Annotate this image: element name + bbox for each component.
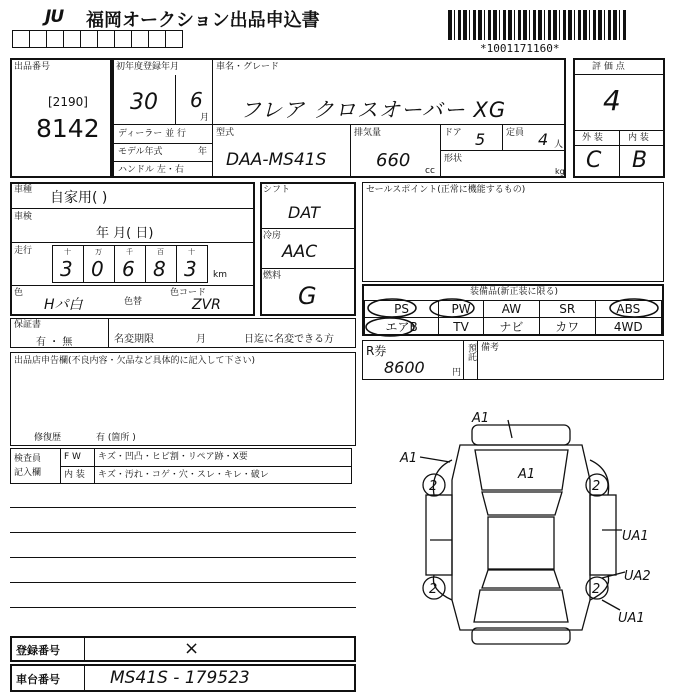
- registration-label: 名変期限: [114, 334, 154, 345]
- mark-wheel-rr: 2: [592, 582, 601, 597]
- capacity-value: 4: [538, 130, 549, 149]
- color-label: 色: [14, 288, 24, 298]
- mileage-digits: 十 万 千 百 十 3 0 6 8 3: [52, 245, 212, 283]
- registration-unit: 月: [196, 334, 206, 345]
- inspector-label-2: 記入欄: [14, 468, 42, 478]
- car-name-value: フレア クロスオーバー XG: [240, 98, 507, 122]
- handle-label: ハンドル 左・右: [118, 165, 184, 175]
- registration-note: 日迄に名変できる方: [244, 334, 334, 345]
- inspector-row-1-items: キズ・凹凸・ヒビ割・リペア跡・X要: [98, 452, 248, 462]
- type-label: 型式: [216, 128, 235, 138]
- inspector-label-1: 検査員: [14, 454, 42, 464]
- evaluation-label: 評 価 点: [592, 62, 625, 72]
- mileage-label: 走行: [14, 246, 33, 256]
- equip-4wd: 4WD: [595, 318, 661, 336]
- capacity-label: 定員: [506, 128, 525, 138]
- repair-history-label: 修復歴: [34, 433, 62, 443]
- car-damage-diagram: [390, 400, 680, 650]
- mark-right-door: UA1: [622, 529, 649, 544]
- inspector-row-2-items: キズ・汚れ・コゲ・穴・スレ・キレ・破レ: [98, 470, 269, 480]
- interior-label: 内 装: [628, 133, 649, 143]
- equip-pw: PW: [439, 301, 484, 318]
- doors-label: ドア: [444, 128, 462, 138]
- recycle-unit: 円: [452, 368, 462, 378]
- equip-abs: ABS: [595, 301, 661, 318]
- fuel-value: G: [298, 282, 317, 310]
- inspector-row-1-head: F W: [64, 452, 81, 462]
- mark-rear-corner: UA1: [618, 611, 645, 626]
- first-reg-month-unit: 月: [200, 113, 210, 123]
- chassis-number-label: 車台番号: [16, 673, 60, 686]
- equipment-label: 装備品(新正装に限る): [470, 287, 559, 297]
- equip-ps: PS: [365, 301, 439, 318]
- shape-unit: kg: [555, 167, 565, 176]
- sales-point-label: セールスポイント(正常に機能するもの): [366, 185, 526, 195]
- chassis-number-value: MS41S - 179523: [110, 668, 250, 688]
- deposit-label: 預託: [466, 343, 476, 361]
- first-reg-label: 初年度登録年月: [116, 62, 180, 72]
- dealer-notes-box: [10, 352, 356, 446]
- ac-label: 冷房: [263, 231, 282, 241]
- displacement-label: 排気量: [354, 128, 382, 138]
- recycle-value: 8600: [384, 358, 425, 377]
- fuel-label: 燃料: [263, 271, 282, 281]
- dealer-import-label: ディーラー 並 行: [118, 129, 187, 139]
- equip-navi: ナビ: [484, 318, 540, 336]
- lot-sub-number: [2190]: [48, 95, 88, 109]
- barcode: [448, 10, 628, 40]
- auction-logo: JU: [45, 7, 64, 27]
- mark-wheel-rf: 2: [592, 479, 601, 494]
- lot-number: 8142: [36, 114, 100, 143]
- mark-wheel-lr: 2: [429, 582, 438, 597]
- barcode-text: *1001171160*: [480, 42, 560, 55]
- exterior-grade: C: [586, 148, 602, 173]
- color-value: Hパ白: [44, 297, 83, 313]
- usage-label: 車種: [14, 185, 33, 195]
- inspector-row-2-head: 内 装: [64, 470, 85, 480]
- mark-wheel-lf: 2: [429, 479, 438, 494]
- shift-label: シフト: [263, 185, 291, 195]
- type-value: DAA-MS41S: [226, 150, 327, 170]
- displacement-unit: cc: [425, 166, 435, 176]
- evaluation-score: 4: [603, 84, 621, 117]
- car-name-label: 車名・グレード: [216, 62, 280, 72]
- registration-number-box: [10, 636, 356, 662]
- warranty-value: 有 ・ 無: [36, 337, 73, 348]
- mark-left-front: A1: [400, 451, 418, 466]
- color-code-value: ZVR: [192, 297, 221, 313]
- exterior-label: 外 装: [582, 133, 603, 143]
- inspection-value: 年 月( 日): [96, 226, 154, 241]
- model-year-unit: 年: [198, 147, 208, 157]
- inspection-label: 車検: [14, 212, 33, 222]
- shift-value: DAT: [288, 203, 320, 222]
- registration-number-value: ×: [184, 638, 200, 659]
- recycle-label: R券: [366, 344, 387, 358]
- form-title: 福岡オークション出品申込書: [86, 10, 320, 31]
- sales-point-box: [362, 182, 664, 282]
- equip-sr: SR: [539, 301, 595, 318]
- mark-hood: A1: [518, 467, 536, 482]
- interior-grade: B: [632, 148, 648, 173]
- header-box-row: [12, 30, 180, 48]
- equip-leather: カワ: [539, 318, 595, 336]
- equip-airbag: エアB: [365, 318, 439, 336]
- remarks-label: 備考: [481, 343, 500, 353]
- repair-history-value: 有 (箇所 ): [96, 433, 136, 443]
- mileage-unit: km: [213, 270, 227, 280]
- ac-value: AAC: [282, 242, 318, 262]
- color-change-label: 色替: [124, 297, 143, 307]
- equip-tv: TV: [439, 318, 484, 336]
- displacement-value: 660: [376, 150, 411, 171]
- dealer-notes-label: 出品店申告欄(不良内容・欠品など具体的に記入して下さい): [14, 356, 256, 366]
- mark-right-rear: UA2: [624, 569, 651, 584]
- capacity-unit: 人: [554, 140, 564, 150]
- lot-number-label: 出品番号: [14, 62, 51, 72]
- first-reg-year: 30: [130, 90, 158, 115]
- model-year-label: モデル年式: [118, 147, 163, 157]
- usage-value: 自家用( ): [50, 190, 108, 206]
- equip-aw: AW: [484, 301, 540, 318]
- first-reg-month: 6: [190, 88, 203, 112]
- shape-label: 形状: [444, 154, 463, 164]
- warranty-label: 保証書: [14, 320, 42, 330]
- color-code-label: 色コード: [170, 288, 207, 298]
- equipment-circles: [362, 296, 664, 338]
- doors-value: 5: [475, 130, 486, 149]
- registration-number-label: 登録番号: [16, 644, 60, 657]
- mark-front: A1: [472, 411, 490, 426]
